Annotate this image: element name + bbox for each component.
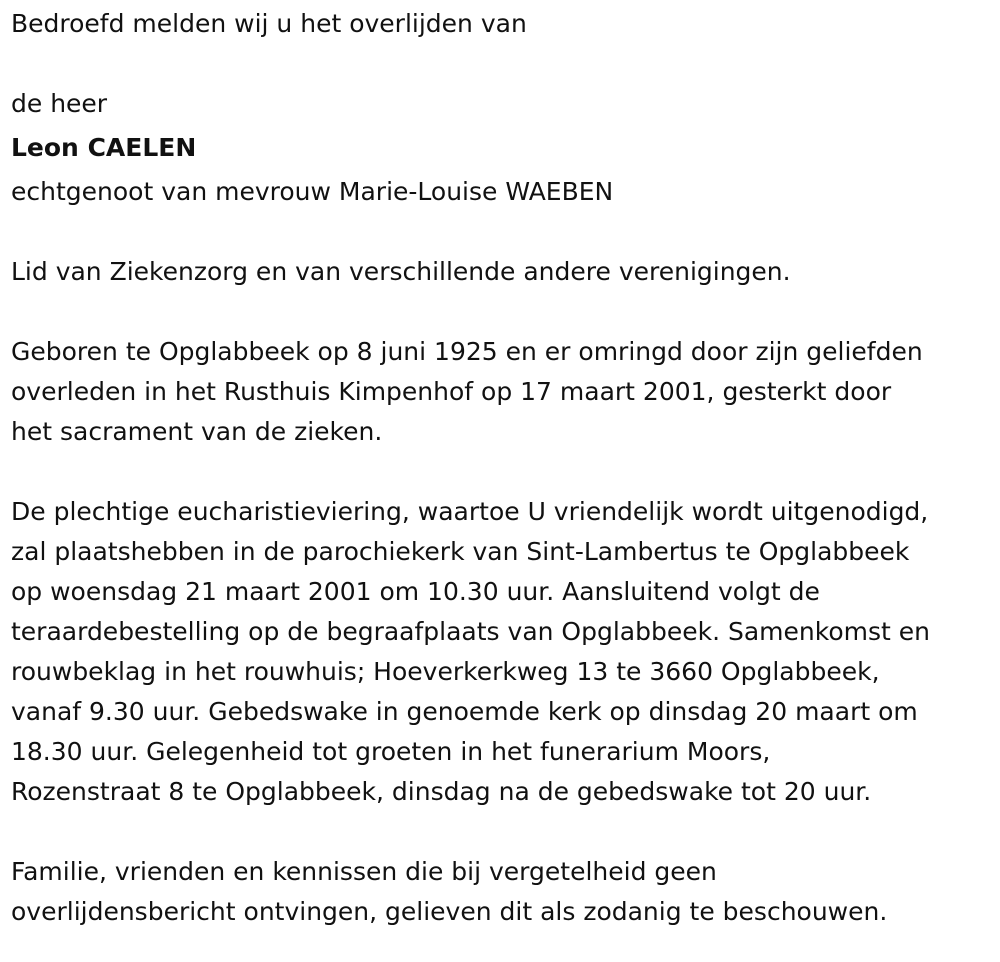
paragraph-line: teraardebestelling op de begraafplaats van Opglabbeek. Samenkomst en: [11, 617, 930, 646]
paragraph-line: De plechtige eucharistieviering, waartoe U vriendelijk wordt uitgenodigd,: [11, 497, 929, 526]
paragraph-line: Rozenstraat 8 te Opglabbeek, dinsdag na de gebedswake tot 20 uur.: [11, 777, 872, 806]
paragraph-line: op woensdag 21 maart 2001 om 10.30 uur. Aansluitend volgt de: [11, 577, 820, 606]
membership-line: Lid van Ziekenzorg en van verschillende andere verenigingen.: [11, 257, 791, 286]
salutation: de heer: [11, 89, 108, 118]
paragraph-line: vanaf 9.30 uur. Gebedswake in genoemde kerk op dinsdag 20 maart om: [11, 697, 918, 726]
closing-paragraph: [11, 852, 1000, 932]
paragraph-line: overleden in het Rusthuis Kimpenhof op 17 maart 2001, gesterkt door: [11, 377, 892, 406]
spouse-line: echtgenoot van mevrouw Marie-Louise WAEBEN: [11, 177, 614, 206]
obituary-document: [0, 4, 1000, 962]
deceased-name: Leon CAELEN: [11, 133, 197, 162]
birth-death-paragraph: [11, 332, 1000, 452]
spacer: [11, 212, 1000, 252]
intro-text: Bedroefd melden wij u het overlijden van: [11, 9, 527, 38]
paragraph-line: zal plaatshebben in de parochiekerk van Sint-Lambertus te Opglabbeek: [11, 537, 910, 566]
paragraph-line: 18.30 uur. Gelegenheid tot groeten in het funerarium Moors,: [11, 737, 771, 766]
spacer: [11, 812, 1000, 852]
paragraph-line: rouwbeklag in het rouwhuis; Hoeverkerkweg 13 te 3660 Opglabbeek,: [11, 657, 880, 686]
paragraph-line: Familie, vrienden en kennissen die bij vergetelheid geen: [11, 857, 717, 886]
spacer: [11, 292, 1000, 332]
paragraph-line: Geboren te Opglabbeek op 8 juni 1925 en er omringd door zijn geliefden: [11, 337, 923, 366]
funeral-paragraph: [11, 492, 1000, 812]
spacer: [11, 452, 1000, 492]
spacer: [11, 44, 1000, 84]
paragraph-line: het sacrament van de zieken.: [11, 417, 383, 446]
paragraph-line: overlijdensbericht ontvingen, gelieven dit als zodanig te beschouwen.: [11, 897, 888, 926]
